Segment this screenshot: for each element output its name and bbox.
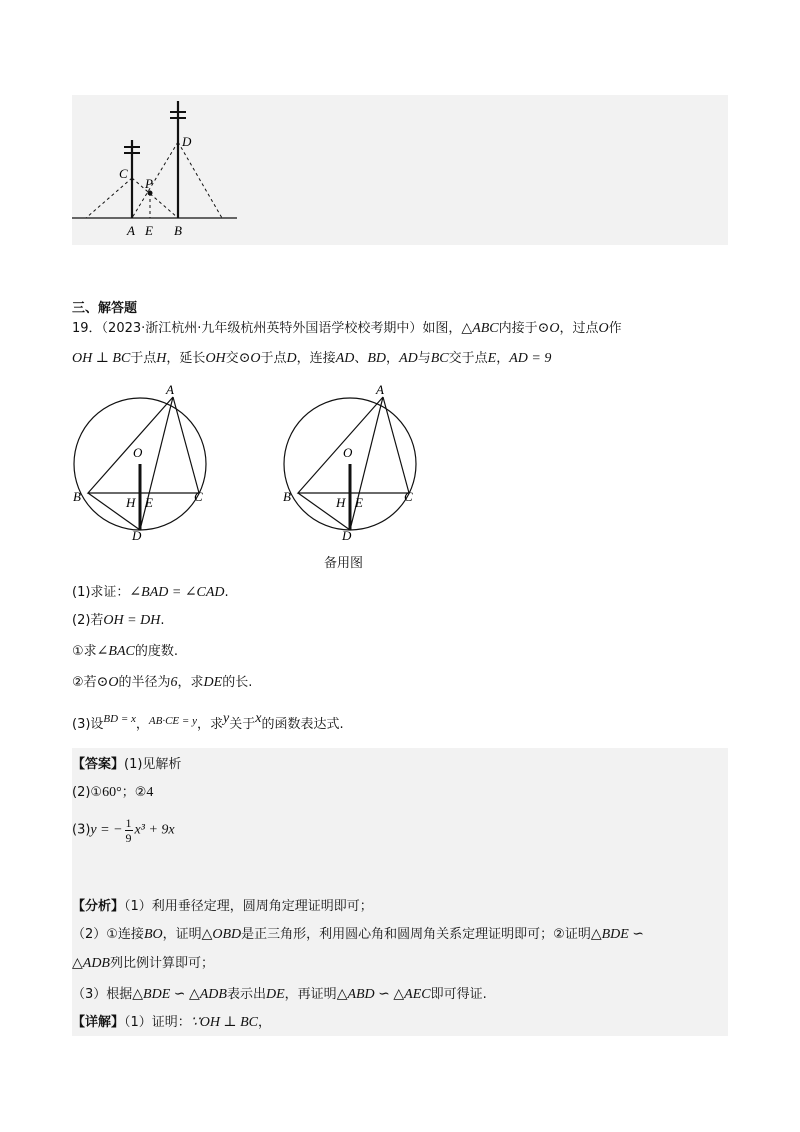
math: AD = 9 <box>509 351 552 366</box>
question-3 <box>72 710 344 734</box>
text: (1)求证： <box>72 585 130 600</box>
text: ，证明 <box>162 927 202 942</box>
circle-label-B: B <box>73 489 81 504</box>
math: △OBD <box>201 927 242 942</box>
label-D: D <box>182 134 192 149</box>
math: BD = x <box>103 713 136 725</box>
math: DE <box>203 675 223 690</box>
text: 于点 <box>260 351 287 366</box>
circle-label-E: E <box>145 495 153 510</box>
math: ∠BAD = ∠CAD <box>129 585 225 600</box>
circle-label-E: E <box>355 495 363 510</box>
text: （3）根据 <box>72 987 133 1002</box>
fraction <box>125 816 133 845</box>
label-A: A <box>127 223 135 238</box>
text: 关于 <box>229 717 256 732</box>
figure-caption: 备用图 <box>324 556 364 571</box>
math: y <box>222 711 230 726</box>
text: ；② <box>121 785 147 800</box>
problem-line-2 <box>72 350 551 368</box>
math: △ADB <box>72 956 110 971</box>
text: 即可得证. <box>430 987 487 1002</box>
math: ∵OH ⊥ BC <box>190 1015 258 1030</box>
text: 交 <box>225 351 239 366</box>
text: . <box>224 585 229 600</box>
text: (2)若 <box>72 613 104 628</box>
question-2 <box>72 612 164 630</box>
math: ⊙O <box>238 351 261 366</box>
math: y = − <box>90 822 123 838</box>
math: AB·CE = y <box>148 715 197 727</box>
fraction-denominator: 9 <box>125 831 132 845</box>
math: ⊙O <box>537 321 560 336</box>
circle-label-C: C <box>194 489 203 504</box>
text: 、 <box>354 351 368 366</box>
problem-line-1 <box>72 320 622 338</box>
answer-2-value-2: 4 <box>146 785 154 800</box>
text: 交于点 <box>448 351 488 366</box>
text: ，求 <box>196 717 223 732</box>
circle-label-D: D <box>342 528 352 540</box>
circle-figure-main <box>70 380 220 540</box>
math: D <box>286 351 297 366</box>
circle-label-A: A <box>376 382 384 397</box>
math: AD <box>335 351 355 366</box>
text: ， <box>135 717 149 732</box>
poles-figure <box>72 95 252 245</box>
circle-figure-spare <box>280 380 430 540</box>
label-B: B <box>174 223 182 238</box>
text: (3)设 <box>72 717 104 732</box>
answer-line-3 <box>72 816 175 852</box>
analysis-line-2 <box>72 926 644 944</box>
math: O <box>598 321 609 336</box>
math: BC <box>430 351 449 366</box>
math: 6 <box>170 675 178 690</box>
math: H <box>156 351 167 366</box>
text: 列比例计算即可； <box>109 956 214 971</box>
text: 的函数表达式. <box>261 717 344 732</box>
label-C: C <box>119 166 128 181</box>
math: OH <box>205 351 226 366</box>
text: 内接于 <box>498 321 538 336</box>
math: x³ + 9x <box>134 822 175 838</box>
text: 作 <box>608 321 622 336</box>
analysis-line-3 <box>72 955 214 973</box>
label-E: E <box>145 223 153 238</box>
circle-label-O: O <box>343 445 353 460</box>
math: OH ⊥ BC <box>72 351 131 366</box>
fraction-numerator: 1 <box>125 816 132 830</box>
problem-number: 19． <box>72 321 102 336</box>
analysis-label: 【分析】 <box>72 899 125 914</box>
math: △ABD ∽ △AEC <box>336 987 431 1002</box>
text: 的半径为 <box>118 675 171 690</box>
label-P: P <box>145 176 153 191</box>
text: ， <box>496 351 510 366</box>
detail-line-1 <box>72 1014 271 1032</box>
text: ，连接 <box>296 351 336 366</box>
section-title: 三、解答题 <box>72 301 138 316</box>
math: ∠BAC <box>96 644 135 659</box>
math: E <box>487 351 497 366</box>
text: 如图， <box>422 321 462 336</box>
text: ，再证明 <box>284 987 337 1002</box>
circle-label-A: A <box>166 382 174 397</box>
circle-label-B: B <box>283 489 291 504</box>
text: ， <box>386 351 400 366</box>
analysis-line-1 <box>72 898 373 916</box>
math: OH = DH <box>103 613 161 628</box>
math: △ABC <box>461 321 499 336</box>
problem-source: （2023·浙江杭州·九年级杭州英特外国语学校校考期中） <box>101 321 423 336</box>
detail-label: 【详解】 <box>72 1015 125 1030</box>
math: DE <box>266 987 285 1002</box>
text: 是正三角形，利用圆心角和圆周角关系定理证明即可；②证明 <box>241 927 591 942</box>
text: ，过点 <box>559 321 599 336</box>
math: BO <box>143 927 163 942</box>
math: BD <box>367 351 387 366</box>
text: （1）证明： <box>124 1015 191 1030</box>
text: (3) <box>72 822 91 838</box>
text: 表示出 <box>226 987 266 1002</box>
answer-line-1 <box>72 756 181 774</box>
circle-label-H: H <box>336 495 346 510</box>
math: △BDE ∽ <box>590 927 645 942</box>
answer-line-2 <box>72 784 153 802</box>
question-2-part-2 <box>72 674 252 692</box>
math: x <box>255 711 262 726</box>
math: △BDE ∽ △ADB <box>132 987 227 1002</box>
text: 与 <box>417 351 431 366</box>
text: 于点 <box>130 351 157 366</box>
question-1 <box>72 584 229 602</box>
text: （2）①连接 <box>72 927 144 942</box>
answer-1: (1)见解析 <box>124 757 182 772</box>
circle-label-D: D <box>132 528 142 540</box>
circle-label-C: C <box>404 489 413 504</box>
answer-label: 【答案】 <box>72 757 125 772</box>
text: 的长. <box>222 675 253 690</box>
text: （1）利用垂径定理，圆周角定理证明即可； <box>124 899 373 914</box>
text: 的度数. <box>134 644 178 659</box>
text: . <box>160 613 165 628</box>
question-2-part-1 <box>72 643 178 661</box>
text: ②若 <box>72 675 97 690</box>
text: ①求 <box>72 644 97 659</box>
analysis-line-4 <box>72 986 487 1004</box>
text: (2)① <box>72 785 103 800</box>
circle-label-H: H <box>126 495 136 510</box>
math: AD <box>399 351 418 366</box>
text: ，延长 <box>166 351 206 366</box>
text: ， <box>257 1015 271 1030</box>
text: ，求 <box>177 675 204 690</box>
circle-label-O: O <box>133 445 143 460</box>
math: ⊙O <box>96 675 119 690</box>
answer-2-value-1: 60° <box>102 785 122 800</box>
